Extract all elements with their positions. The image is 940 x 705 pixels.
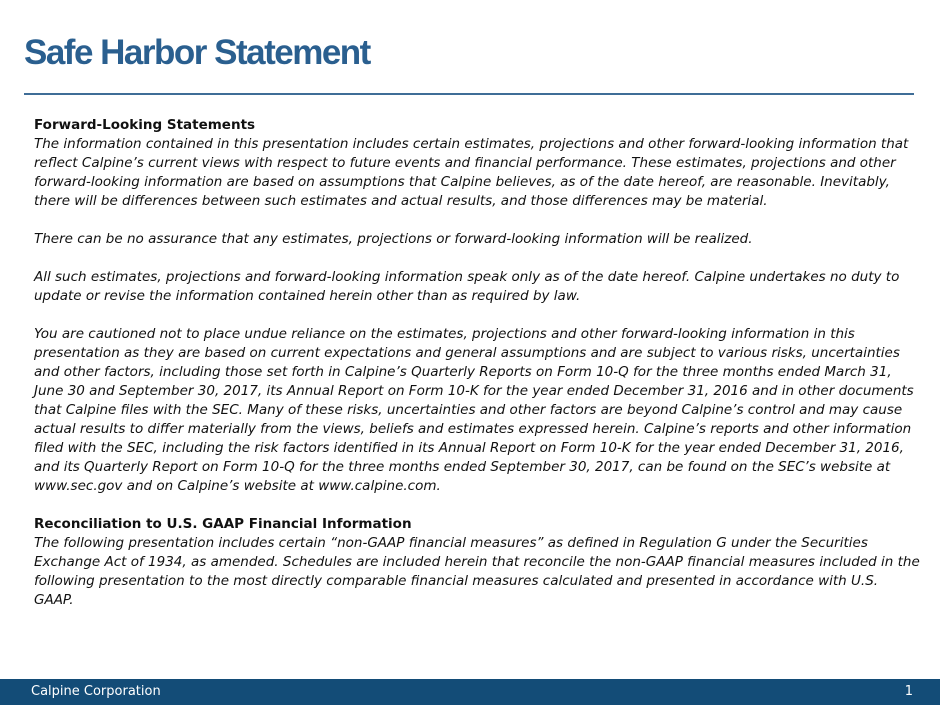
- forward-looking-paragraph-4: You are cautioned not to place undue reliance on the estimates, projections and other forward-looking information in this presentation as they are based on current expectations and general assumptions and are subject to various risks, uncertainties and other factors, including those set forth in Calpine’s Quarterly Reports on Form 10-Q for the three months ended March 31, June 30 and September 30, 2017, its Annual Report on Form 10-K for the year ended December 31, 2016 and in other documents that Calpine files with the SEC. Many of these risks, uncertainties and other factors are beyond Calpine’s control and may cause actual results to differ materially from the views, beliefs and estimates expressed herein. Calpine’s reports and other information filed with the SEC, including the risk factors identified in its Annual Report on Form 10-K for the year ended December 31, 2016, and its Quarterly Report on Form 10-Q for the three months ended September 30, 2017, can be found on the SEC’s website at www.sec.gov and on Calpine’s website at www.calpine.com.: [34, 326, 914, 494]
- title-divider: [24, 93, 914, 95]
- page-title: Safe Harbor Statement: [24, 33, 370, 72]
- forward-looking-paragraph-2: There can be no assurance that any estimates, projections or forward-looking information will be realized.: [34, 231, 753, 247]
- footer-company-name: Calpine Corporation: [31, 684, 161, 699]
- gaap-reconciliation-heading: Reconciliation to U.S. GAAP Financial Information: [34, 516, 412, 532]
- forward-looking-paragraph-3: All such estimates, projections and forward-looking information speak only as of the date hereof. Calpine undertakes no duty to update or revise the information contained herein other than as required by law.: [34, 269, 900, 304]
- forward-looking-paragraph-1: The information contained in this presentation includes certain estimates, projections and other forward-looking information that reflect Calpine’s current views with respect to future events and financial performance. These estimates, projections and other forward-looking information are based on assumptions that Calpine believes, as of the date hereof, are reasonable. Inevitably, there will be differences between such estimates and actual results, and those differences may be material.: [34, 136, 909, 209]
- footer-bar: [0, 679, 940, 705]
- gaap-reconciliation-paragraph: The following presentation includes certain “non-GAAP financial measures” as defined in Regulation G under the Securities Exchange Act of 1934, as amended. Schedules are included herein that reconcile the non-GAAP financial measures included in the following presentation to the most directly comparable financial measures calculated and presented in accordance with U.S. GAAP.: [34, 535, 920, 608]
- page-number: 1: [904, 684, 913, 699]
- safe-harbor-content: [34, 116, 920, 610]
- forward-looking-heading: Forward-Looking Statements: [34, 117, 256, 133]
